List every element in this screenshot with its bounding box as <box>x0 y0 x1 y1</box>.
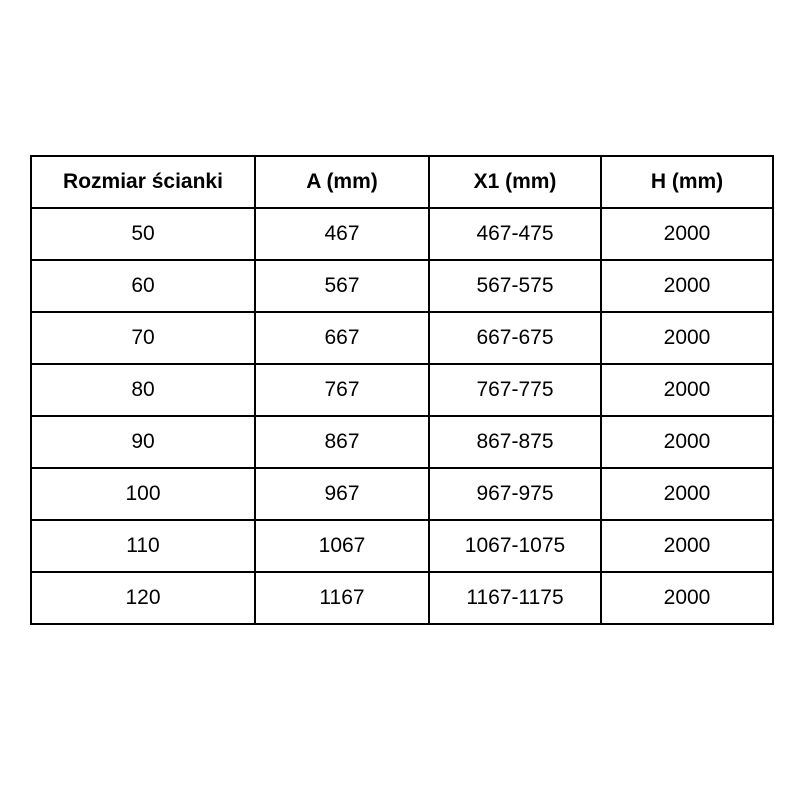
table-row <box>31 312 773 364</box>
table-cell: 2000 <box>601 572 773 624</box>
table-row <box>31 208 773 260</box>
table-cell: 120 <box>31 572 255 624</box>
table-cell: 110 <box>31 520 255 572</box>
table-cell: 567-575 <box>429 260 601 312</box>
table-cell: 80 <box>31 364 255 416</box>
column-header-x1-mm: X1 (mm) <box>429 156 601 208</box>
table-cell: 1167 <box>255 572 429 624</box>
table-cell: 767 <box>255 364 429 416</box>
table-cell: 1167-1175 <box>429 572 601 624</box>
wall-size-spec-table <box>30 155 774 625</box>
table-cell: 2000 <box>601 520 773 572</box>
table-cell: 467-475 <box>429 208 601 260</box>
table-cell: 867 <box>255 416 429 468</box>
table-cell: 100 <box>31 468 255 520</box>
table-cell: 70 <box>31 312 255 364</box>
table-row <box>31 520 773 572</box>
table-cell: 967 <box>255 468 429 520</box>
table-cell: 2000 <box>601 416 773 468</box>
table-cell: 667 <box>255 312 429 364</box>
column-header-a-mm: A (mm) <box>255 156 429 208</box>
table-cell: 567 <box>255 260 429 312</box>
table-cell: 1067-1075 <box>429 520 601 572</box>
table-cell: 467 <box>255 208 429 260</box>
table-row <box>31 260 773 312</box>
table-cell: 1067 <box>255 520 429 572</box>
table-cell: 2000 <box>601 208 773 260</box>
table-cell: 967-975 <box>429 468 601 520</box>
table-row <box>31 572 773 624</box>
column-header-rozmiar-scianki: Rozmiar ścianki <box>31 156 255 208</box>
table-cell: 767-775 <box>429 364 601 416</box>
table-cell: 90 <box>31 416 255 468</box>
table-cell: 867-875 <box>429 416 601 468</box>
table-row <box>31 468 773 520</box>
table-cell: 667-675 <box>429 312 601 364</box>
table-cell: 2000 <box>601 312 773 364</box>
table-cell: 50 <box>31 208 255 260</box>
table-row <box>31 364 773 416</box>
table-cell: 60 <box>31 260 255 312</box>
table-row <box>31 416 773 468</box>
table-cell: 2000 <box>601 364 773 416</box>
header-row <box>31 156 773 208</box>
table-cell: 2000 <box>601 260 773 312</box>
table-cell: 2000 <box>601 468 773 520</box>
column-header-h-mm: H (mm) <box>601 156 773 208</box>
